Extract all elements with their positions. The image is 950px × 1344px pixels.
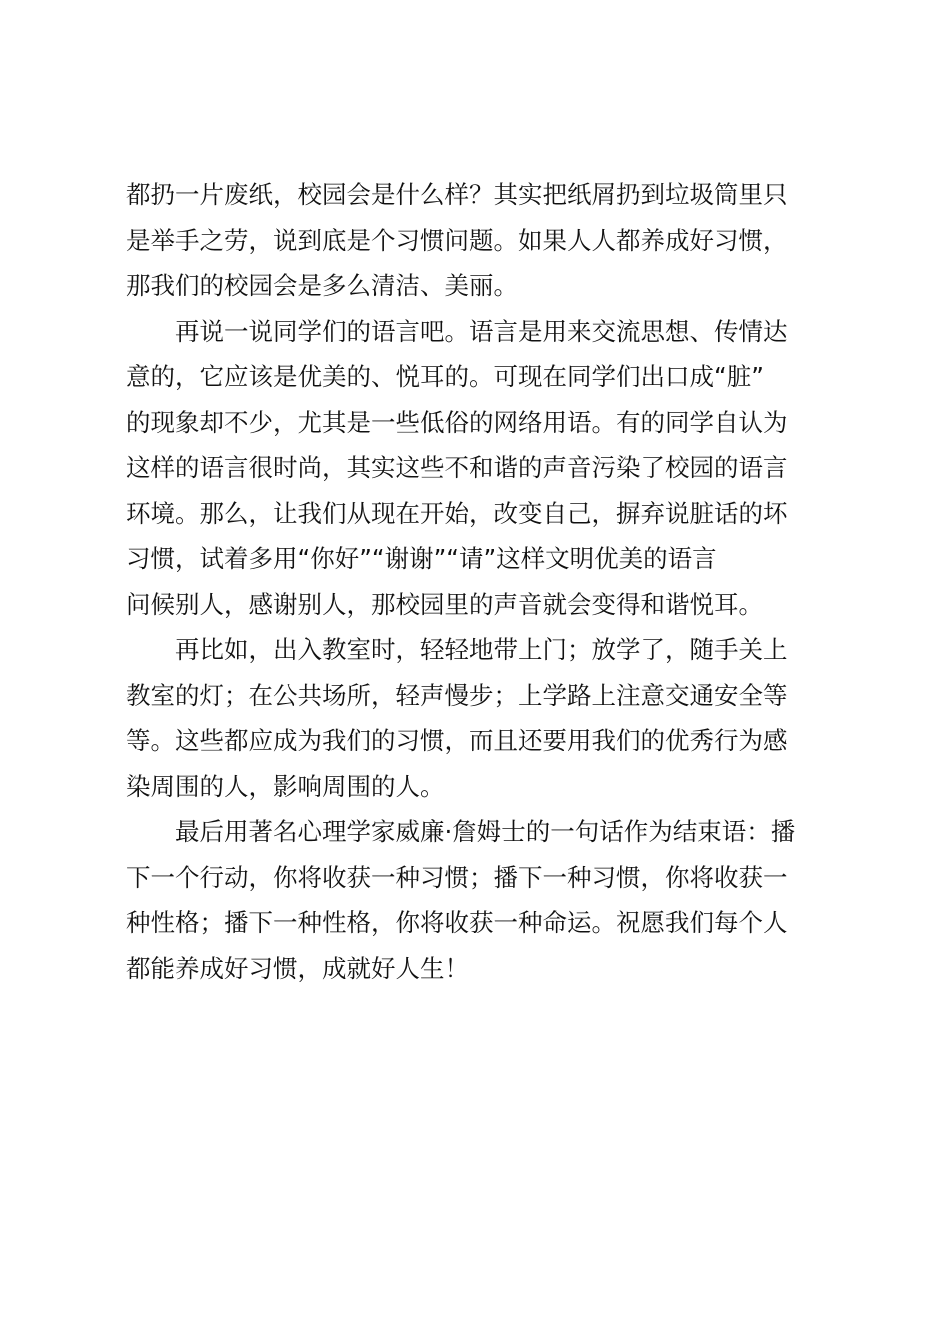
text-line: 再说一说同学们的语言吧。语言是用来交流思想、传情达: [175, 316, 788, 346]
paragraph-4: [126, 809, 838, 991]
text-line: 意的，它应该是优美的、悦耳的。可现在同学们出口成“脏”: [126, 362, 764, 391]
text-line: 再比如，出入教室时，轻轻地带上门；放学了，随手关上: [175, 635, 788, 664]
paragraph-1: [126, 172, 838, 309]
text-line: 都扔一片废纸，校园会是什么样？其实把纸屑扔到垃圾筒里只: [126, 180, 788, 209]
text-line: 教室的灯；在公共场所，轻声慢步；上学路上注意交通安全等: [126, 680, 788, 710]
text-line: 下一个行动，你将收获一种习惯；播下一种习惯，你将收获一: [126, 862, 788, 892]
document-body: [126, 172, 838, 991]
text-line: 种性格；播下一种性格，你将收获一种命运。祝愿我们每个人: [126, 908, 788, 937]
paragraph-2: [126, 309, 838, 628]
text-line: 最后用著名心理学家威廉·詹姆士的一句话作为结束语：播: [175, 817, 796, 846]
paragraph-3: [126, 627, 838, 809]
text-line: 习惯，试着多用“你好”“谢谢”“请”这样文明优美的语言: [126, 544, 717, 573]
text-line: 的现象却不少，尤其是一些低俗的网络用语。有的同学自认为: [126, 407, 788, 437]
text-line: 等。这些都应成为我们的习惯，而且还要用我们的优秀行为感: [126, 726, 788, 755]
text-line: 都能养成好习惯，成就好人生！: [126, 953, 469, 983]
text-line: 环境。那么，让我们从现在开始，改变自己，摒弃说脏话的坏: [126, 498, 788, 528]
text-line: 那我们的校园会是多么清洁、美丽。: [126, 271, 518, 300]
text-line: 是举手之劳，说到底是个习惯问题。如果人人都养成好习惯，: [126, 225, 788, 255]
text-line: 这样的语言很时尚，其实这些不和谐的声音污染了校园的语言: [126, 453, 788, 482]
text-line: 染周围的人，影响周围的人。: [126, 771, 445, 801]
text-line: 问候别人，感谢别人，那校园里的声音就会变得和谐悦耳。: [126, 589, 763, 619]
